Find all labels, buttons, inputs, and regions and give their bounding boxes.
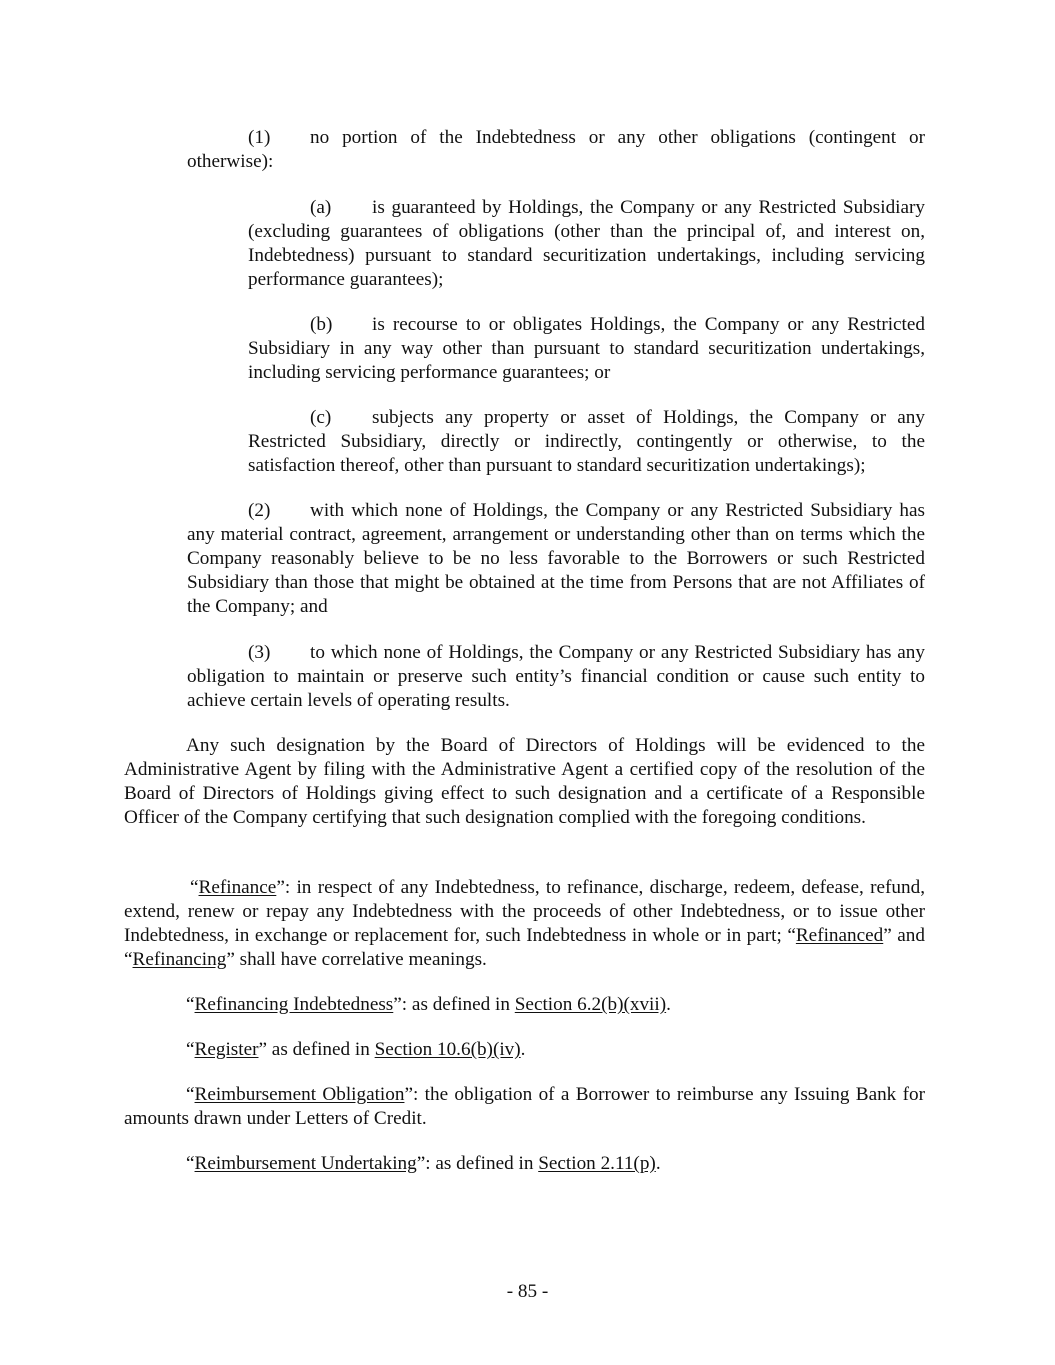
- clause-number: (2): [248, 500, 271, 521]
- definition-text: .: [666, 994, 671, 1015]
- definition-reimbursement-obligation: [124, 1083, 925, 1131]
- definition-register: [124, 1038, 925, 1062]
- clause-text: is guaranteed by Holdings, the Company or any Restricted Subsidiary (excluding guarantees of obligations (other than the principal of, and interest on, Indebtedness) pursuant to standard securitization undertakings, including servicing performance guarantees);: [248, 197, 925, 290]
- clause-text: subjects any property or asset of Holdings, the Company or any Restricted Subsidiary, directly or indirectly, contingently or otherwise, to the satisfaction thereof, other than pursuant to standard securitization undertakings);: [248, 407, 925, 476]
- defined-term: Refinancing: [132, 949, 227, 970]
- definition-text: ” and “: [124, 925, 925, 970]
- definition-text: ” as defined in: [258, 1039, 375, 1060]
- clause-text: no portion of the Indebtedness or any other obligations (contingent or otherwise):: [187, 127, 925, 172]
- clause-2: [187, 499, 925, 619]
- quote-open: “: [190, 877, 199, 898]
- definition-refinance: [124, 876, 925, 972]
- definition-text: ”: the obligation of a Borrower to reimburse any Issuing Bank for amounts drawn under Letters of Credit.: [124, 1084, 925, 1129]
- section-reference-link[interactable]: Section 10.6(b)(iv): [374, 1039, 521, 1060]
- clause-text: is recourse to or obligates Holdings, the Company or any Restricted Subsidiary in any way other than pursuant to standard securitization undertakings, including servicing performance guarantees; or: [248, 314, 925, 383]
- quote-open: “: [186, 1153, 195, 1174]
- definition-text: ”: in respect of any Indebtedness, to refinance, discharge, redeem, defease, refund, extend, renew or repay any Indebtedness with the proceeds of other Indebtedness, or to issue other Indebtedness, in exchange or replacement for, such Indebtedness in whole or in part; “: [124, 877, 925, 946]
- section-reference-link[interactable]: Section 2.11(p): [538, 1153, 656, 1174]
- clause-1c: [248, 406, 925, 478]
- definition-text: ”: as defined in: [393, 994, 515, 1015]
- clause-1: [187, 126, 925, 174]
- clause-number: (a): [310, 197, 332, 218]
- definition-text: .: [520, 1039, 526, 1060]
- quote-open: “: [186, 1084, 195, 1105]
- defined-term: Register: [194, 1039, 259, 1060]
- defined-term: Reimbursement Undertaking: [194, 1153, 417, 1174]
- clause-number: (1): [248, 127, 271, 148]
- defined-term: Refinanced: [795, 925, 884, 946]
- quote-open: “: [186, 1039, 195, 1060]
- clause-number: (3): [248, 642, 271, 663]
- defined-term: Reimbursement Obligation: [194, 1084, 405, 1105]
- clause-3: [187, 641, 925, 713]
- definition-reimbursement-undertaking: [124, 1152, 925, 1176]
- clause-number: (c): [310, 407, 332, 428]
- quote-open: “: [186, 994, 195, 1015]
- clause-number: (b): [310, 314, 333, 335]
- clause-text: to which none of Holdings, the Company or any Restricted Subsidiary has any obligation to maintain or preserve such entity’s financial condition or cause such entity to achieve certain levels of operating results.: [187, 642, 925, 711]
- definition-text: ” shall have correlative meanings.: [226, 949, 487, 970]
- clause-1a: [248, 196, 925, 292]
- defined-term: Refinancing Indebtedness: [194, 994, 394, 1015]
- defined-term: Refinance: [198, 877, 277, 898]
- clause-text: with which none of Holdings, the Company or any Restricted Subsidiary has any material contract, agreement, arrangement or understanding other than on terms which the Company reasonably believe to be no less favorable to the Borrowers or such Restricted Subsidiary than those that might be obtained at the time from Persons that are not Affiliates of the Company; and: [187, 500, 925, 617]
- designation-paragraph: Any such designation by the Board of Directors of Holdings will be evidenced to the Administrative Agent by filing with the Administrative Agent a certified copy of the resolution of the Board of Directors of Holdings giving effect to such designation and a certificate of a Responsible Officer of the Company certifying that such designation complied with the foregoing conditions.: [124, 735, 925, 828]
- definition-refinancing-indebtedness: [124, 993, 925, 1017]
- definition-text: .: [655, 1153, 661, 1174]
- section-reference-link[interactable]: Section 6.2(b)(xvii): [514, 994, 667, 1015]
- clause-1b: [248, 313, 925, 385]
- definition-text: ”: as defined in: [416, 1153, 539, 1174]
- page-number: - 85 -: [506, 1281, 549, 1302]
